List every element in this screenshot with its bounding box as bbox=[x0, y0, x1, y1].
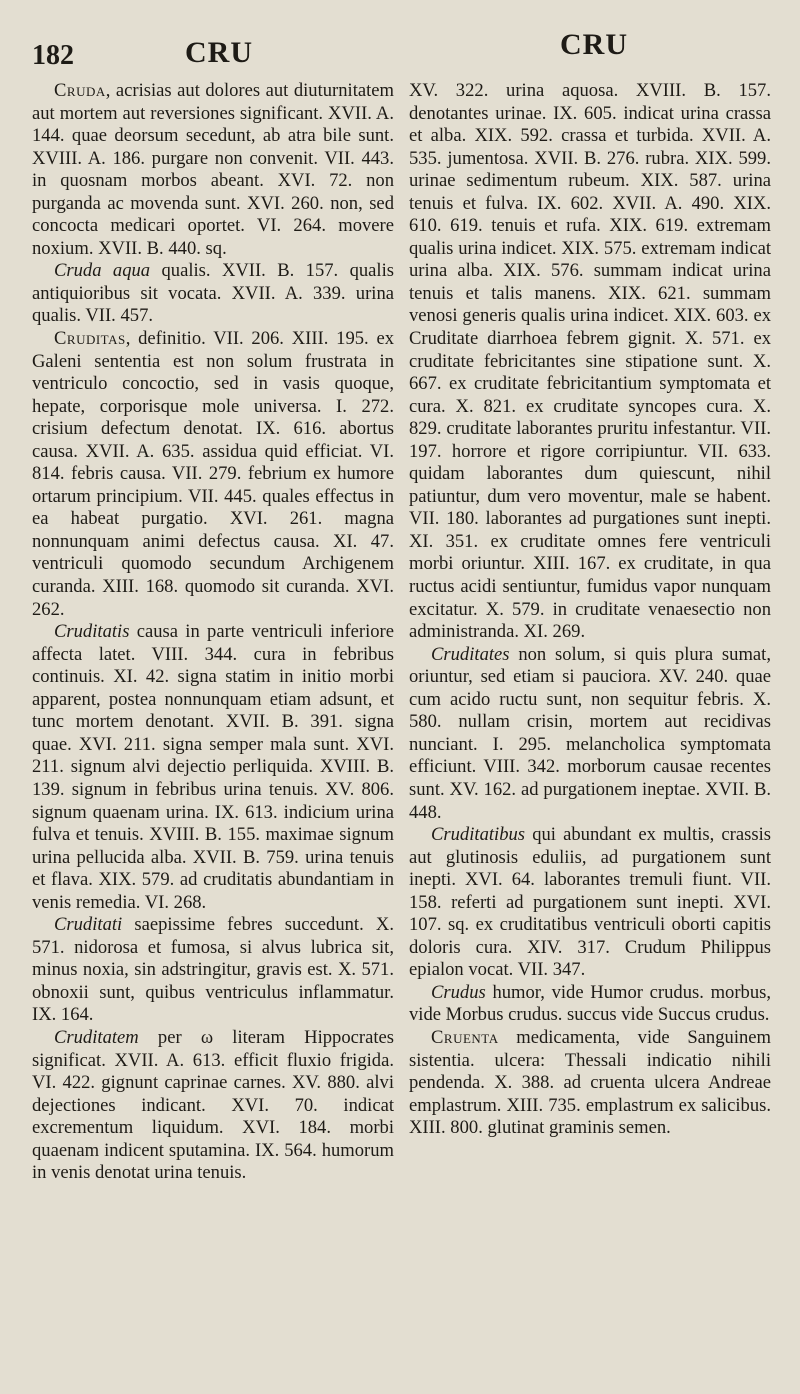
entry-headword: Cruditatem bbox=[54, 1026, 139, 1048]
index-entry bbox=[32, 914, 394, 1027]
entry-text: qui abundant ex multis, crassis aut glutinosis eduliis, ad purgationem sunt inepti. XVI. 64. laborantes tremuli fiunt. VII. 158. referti ad purgationem sunt inepti. XVI. 107. sq. ex cruditatibus ventriculi oborti capitis doloris cura. XIV. 317. Crudum Philippus epialon vocat. VII. 347. bbox=[409, 824, 771, 981]
entry-text: medicamenta, vide Sanguinem sistentia. ulcera: Thessali indicatio nihili pendenda. X. 388. ad cruenta ulcera Andreae emplastrum. XIII. 735. emplastrum ex salicibus. XIII. 800. glutinat graminis semen. bbox=[409, 1026, 771, 1139]
running-head-left: CRU bbox=[185, 36, 253, 69]
entry-headword: Cruditas bbox=[54, 328, 126, 350]
entry-text: per ω literam Hippocrates significat. XVII. A. 613. efficit fluxio frigida. VI. 422. gignunt caprinae carnes. XV. 880. alvi dejectiones indicant. XVI. 70. indicat excrementum liquidum. XVI. 184. morbi quaenam indicent sputamina. IX. 564. humorum in venis denotat urina tenuis. bbox=[32, 1026, 394, 1184]
index-entry bbox=[409, 824, 771, 982]
index-entry bbox=[32, 621, 394, 914]
entry-headword: Cruda bbox=[54, 80, 106, 101]
entry-text: causa in parte ventriculi inferiore affecta latet. VIII. 344. cura in febribus continuis. XI. 42. signa statim in initio morbi apparent, postea nonnunquam etiam adsunt, et tunc mortem denotant. XVII. B. 391. signa quae. XVI. 211. signa semper mala sunt. XVI. 211. signum alvi dejectio perliquida. XVIII. B. 139. signum in febribus urina tenuis. XV. 806. signum quaenam urina. IX. 613. indicium urina fulva et tenuis. XVIII. B. 155. maximae signum urina pellucida alba. XVII. B. 759. urina tenuis et flava. XIX. 579. ad cruditatis abundantiam in venis remedia. VI. 268. bbox=[32, 621, 394, 913]
left-column bbox=[32, 80, 394, 1185]
page-header bbox=[30, 22, 770, 74]
entry-headword: Cruditati bbox=[54, 914, 123, 936]
index-entry bbox=[32, 1027, 394, 1185]
entry-text: , acrisias aut dolores aut diuturnitatem aut mortem aut reversiones significant. XVII. A. 144. quae deorsum secedunt, ab atra bile sunt. XVIII. A. 186. purgare non convenit. VII. 443. in quosnam morbos abeant. XVI. 72. non purganda ac movenda sunt. XVI. 260. non, sed concocta medicari oportet. VI. 264. movere noxium. XVII. B. 440. sq. bbox=[32, 80, 394, 259]
entry-headword: Cruda aqua bbox=[54, 260, 151, 282]
page-number: 182 bbox=[32, 40, 74, 71]
entry-text: saepissime febres succedunt. X. 571. nidorosa et fumosa, si alvus lubrica sit, minus noxia, sin adstringitur, gravis est. X. 571. obnoxii sunt, quibus ventriculus inflammatur. IX. 164. bbox=[32, 914, 394, 1026]
index-entry bbox=[32, 260, 394, 328]
entry-headword: Cruenta bbox=[431, 1026, 499, 1048]
entry-headword: Cruditates bbox=[431, 643, 510, 665]
index-entry bbox=[409, 982, 771, 1027]
index-entry-continued bbox=[409, 80, 771, 644]
entry-text: , definitio. VII. 206. XIII. 195. ex Galeni sententia est non solum frustrata in ventriculo concoctio, sed in vasis quoque, hepate, corporisque mole universa. I. 272. crisium defectum denotat. IX. 616. abortus causa. XVII. A. 635. assidua quid efficiat. VI. 814. febris causa. VII. 279. febrium ex humore ortarum principium. VII. 445. quales effectus in ea habeat purgatio. XVI. 261. magna nonnunquam animi defectus causa. XI. 47. ventriculi quomodo secundum Archigenem curanda. XIII. 168. quomodo sit curanda. XVI. 262. bbox=[32, 328, 394, 620]
index-entry bbox=[409, 1027, 771, 1140]
entry-headword: Cruditatis bbox=[54, 621, 130, 643]
running-head-right: CRU bbox=[560, 28, 628, 61]
entry-text: XV. 322. urina aquosa. XVIII. B. 157. denotantes urinae. IX. 605. indicat urina crassa et alba. XIX. 592. crassa et turbida. XVII. A. 535. jumentosa. XVII. B. 276. rubra. XIX. 599. urinae sedimentum rubeum. XIX. 587. urina tenuis et fulva. IX. 602. XVII. A. 490. XIX. 610. 619. tenuis et rufa. XIX. 619. extremam qualis urina indicet. XIX. 575. extremam indicat urina alba. XIX. 576. summam indicat urina tenuis et talis manens. XIX. 621. summam venosi generis qualis urina indicet. XIX. 603. ex Cruditate diarrhoea febrem gignit. X. 571. ex cruditate febricitantes sine stipatione sunt. X. 667. ex cruditate febricitantium symptomata et cura. X. 821. ex cruditate syncopes cura. X. 829. cruditate laborantes pruritu infestantur. VII. 197. horrore et rigore corripiuntur. VII. 633. quidam laborantes dum quiescunt, nihil patiuntur, dum vero moventur, male se habent. VII. 180. laborantes ad purgationes sunt inepti. XI. 351. ex cruditate omnes fere ventriculi morbi oriuntur. XIII. 167. ex cruditate, in qua ructus acidi sentiuntur, fumidus vapor nunquam excitatur. X. 579. in cruditate venaesectio non administranda. XI. 269. bbox=[409, 80, 771, 643]
index-entry bbox=[32, 80, 394, 260]
right-column bbox=[409, 80, 771, 1140]
index-entry bbox=[32, 328, 394, 621]
entry-text: humor, vide Humor crudus. morbus, vide Morbus crudus. succus vide Succus crudus. bbox=[409, 981, 771, 1026]
entry-text: non solum, si quis plura sumat, oriuntur, sed etiam si pauciora. XV. 240. quae cum acido ructu sunt, non sequitur febris. X. 580. nullam crisin, mortem aut recidivas nunciant. I. 295. melancholica symptomata efficiunt. VIII. 342. morborum causae recentes sunt. XV. 162. ad purgationem ineptae. XVII. B. 448. bbox=[409, 643, 771, 823]
entry-headword: Crudus bbox=[431, 981, 486, 1003]
index-entry bbox=[409, 644, 771, 824]
entry-headword: Cruditatibus bbox=[431, 824, 526, 846]
entry-text: qualis. XVII. B. 157. qualis antiquioribus sit vocata. XVII. A. 339. urina qualis. VII. 457. bbox=[32, 260, 394, 327]
